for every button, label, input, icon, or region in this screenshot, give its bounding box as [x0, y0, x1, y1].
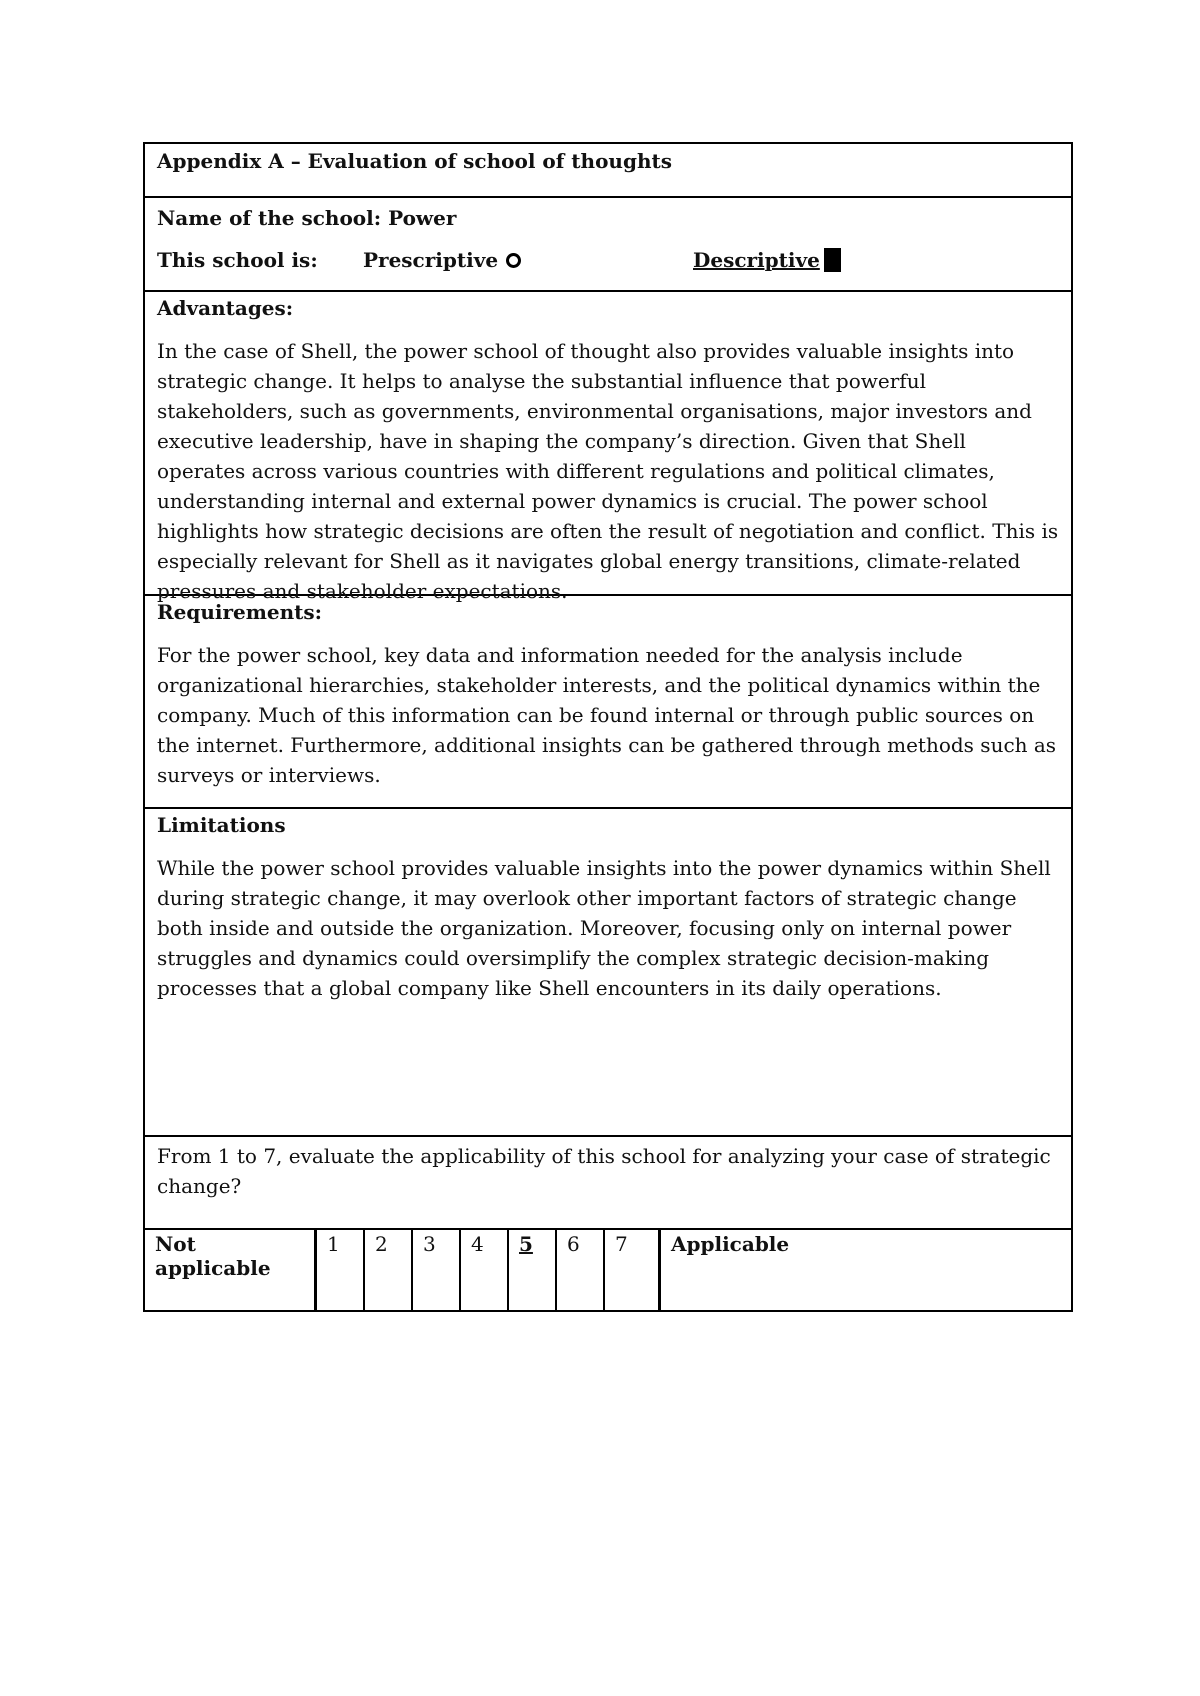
requirements-text: For the power school, key data and information needed for the analysis include organizational hierarchies, stakeholder interests, and the political dynamics within the company. Much of this information can be found internal or through public sources on the internet. Furthermore, additional insights can be gathered through methods such as surveys or interviews.: [157, 643, 1057, 787]
rating-question: From 1 to 7, evaluate the applicability of this school for analyzing your case of strategic change?: [145, 1137, 1071, 1230]
scale-value-1: 1: [317, 1230, 365, 1310]
advantages-text: In the case of Shell, the power school of thought also provides valuable insights into strategic change. It helps to analyse the substantial influence that powerful stakeholders, such as governments, environmental organisations, major investors and executive leadership, have in shaping the company’s direction. Given that Shell operates across various countries with different regulations and political climates, understanding internal and external power dynamics is crucial. The power school highlights how strategic decisions are often the result of negotiation and conflict. This is especially relevant for Shell as it navigates global energy transitions, climate-related pressures and stakeholder expectations.: [157, 339, 1059, 603]
school-name: Name of the school: Power: [157, 206, 457, 230]
advantages-section: [145, 292, 1071, 603]
limitations-section: [145, 809, 1071, 1135]
requirements-heading: Requirements:: [157, 600, 323, 624]
scale-value-5-selected: 5: [509, 1230, 557, 1310]
rating-table: [143, 1137, 1073, 1312]
requirements-section: [145, 596, 1071, 809]
evaluation-table: [143, 142, 1073, 1137]
scale-value-4: 4: [461, 1230, 509, 1310]
descriptive-option: [693, 248, 841, 272]
rating-scale: [145, 1230, 1071, 1310]
prescriptive-option: [363, 248, 693, 272]
school-type-line: [157, 248, 1059, 272]
advantages-heading: Advantages:: [157, 296, 294, 320]
scale-value-2: 2: [365, 1230, 413, 1310]
school-type-label: This school is:: [157, 248, 318, 272]
limitations-heading: Limitations: [157, 813, 286, 837]
appendix-title: Appendix A – Evaluation of school of thoughts: [145, 144, 1071, 198]
scale-value-3: 3: [413, 1230, 461, 1310]
limitations-text: While the power school provides valuable insights into the power dynamics within Shell during strategic change, it may overlook other important factors of strategic change both inside and outside the organization. Moreover, focusing only on internal power struggles and dynamics could oversimplify the complex strategic decision-making processes that a global company like Shell encounters in its daily operations.: [157, 856, 1051, 1000]
unchecked-circle-icon: [506, 253, 521, 268]
descriptive-label: Descriptive: [693, 248, 820, 272]
prescriptive-label: Prescriptive: [363, 248, 499, 272]
scale-value-7: 7: [605, 1230, 661, 1310]
scale-value-6: 6: [557, 1230, 605, 1310]
filled-box-icon: [824, 248, 841, 272]
appendix-form: [143, 142, 1073, 1312]
school-info-row: [145, 198, 1071, 292]
applicable-label: Applicable: [671, 1232, 790, 1256]
not-applicable-label: Not applicable: [145, 1230, 317, 1310]
